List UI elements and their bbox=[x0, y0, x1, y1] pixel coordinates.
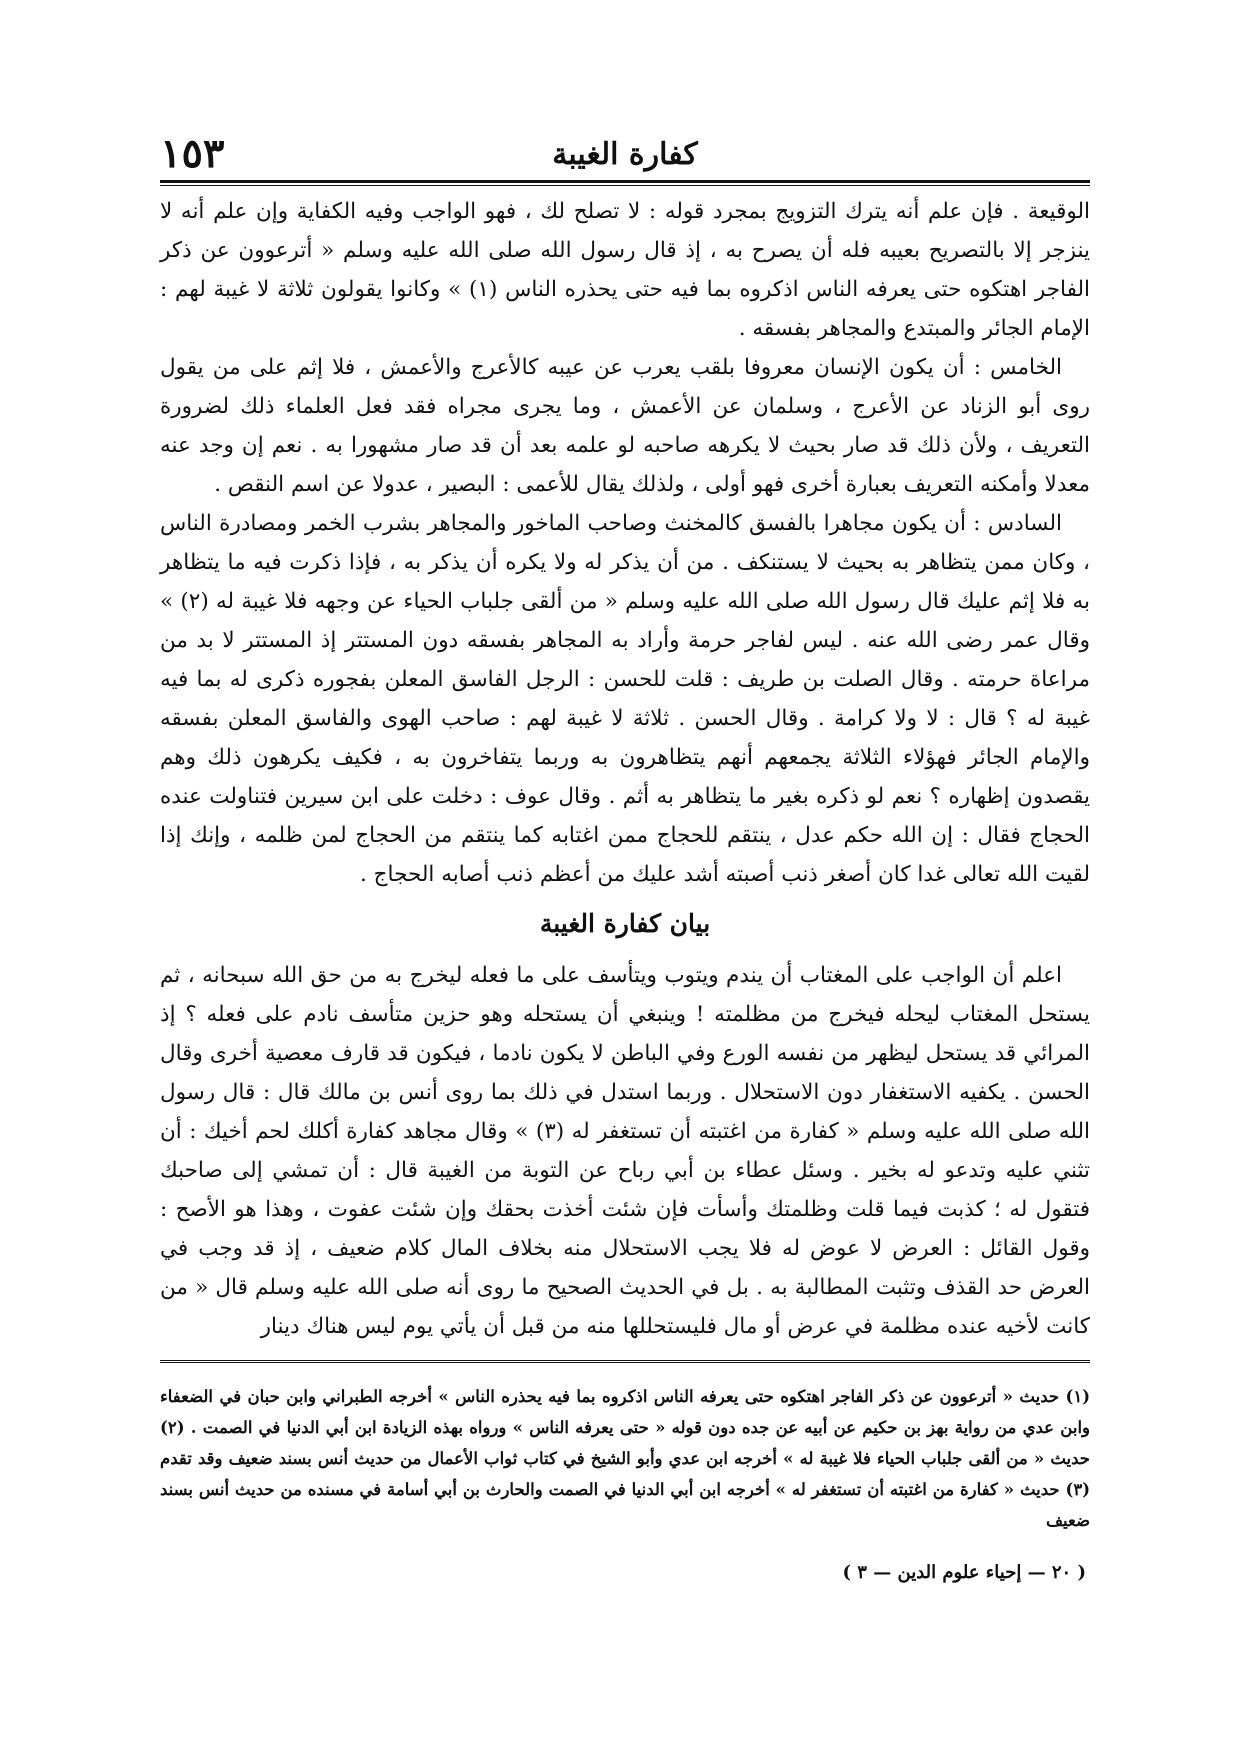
main-text bbox=[160, 192, 1090, 1346]
paragraph: السادس : أن يكون مجاهرا بالفسق كالمخنث وصاحب الماخور والمجاهر بشرب الخمر ومصادرة الناس ، وكان ممن يتظاهر به بحيث لا يستنكف . من أن يذكر له ولا يكره أن يذكر به ، فإذا ذكرت فيه ما يتظاهر به فلا إثم عليك قال رسول الله صلى الله عليه وسلم « من ألقى جلباب الحياء عن وجهه فلا غيبة له (٢) » وقال عمر رضى الله عنه . ليس لفاجر حرمة وأراد به المجاهر بفسقه دون المستتر إذ المستتر لا بد من مراعاة حرمته . وقال الصلت بن طريف : قلت للحسن : الرجل الفاسق المعلن بفجوره ذكرى له بما فيه غيبة له ؟ قال : لا ولا كرامة . وقال الحسن . ثلاثة لا غيبة لهم : صاحب الهوى والفاسق المعلن بفسقه والإمام الجائر فهؤلاء الثلاثة يجمعهم أنهم يتظاهرون به وربما يتفاخرون به ، فكيف يكرهون ذلك وهم يقصدون إظهاره ؟ نعم لو ذكره بغير ما يتظاهر به أثم . وقال عوف : دخلت على ابن سيرين فتناولت عنده الحجاج فقال : إن الله حكم عدل ، ينتقم للحجاج ممن اغتابه كما ينتقم من الحجاج لمن ظلمه ، وإنك إذا لقيت الله تعالى غدا كان أصغر ذنب أصبته أشد عليك من أعظم ذنب أصابه الحجاج . bbox=[160, 511, 1090, 887]
paragraph: الخامس : أن يكون الإنسان معروفا بلقب يعرب عن عيبه كالأعرج والأعمش ، فلا إثم على من يقول روى أبو الزناد عن الأعرج ، وسلمان عن الأعمش ، وما يجرى مجراه فقد فعل العلماء ذلك لضرورة التعريف ، ولأن ذلك قد صار بحيث لا يكرهه صاحبه لو علمه بعد أن قد صار مشهورا به . نعم إن وجد عنه معدلا وأمكنه التعريف بعبارة أخرى فهو أولى ، ولذلك يقال للأعمى : البصير ، عدولا عن اسم النقص . bbox=[160, 355, 1090, 497]
book-page bbox=[160, 130, 1090, 1690]
footnote-divider bbox=[160, 1360, 1090, 1363]
footnote-text: (١) حديث « أترعوون عن ذكر الفاجر اهتكوه حتى يعرفه الناس اذكروه بما فيه يحذره الناس » أخرجه الطبراني وابن حبان في الضعفاء وابن عدي من رواية بهز بن حكيم عن أبيه عن جده دون قوله « حتى يعرفه الناس » ورواه بهذه الزيادة ابن أبي الدنيا في الصمت . (٢) حديث « من ألقى جلباب الحياء فلا غيبة له » أخرجه ابن عدي وأبو الشيخ في كتاب ثواب الأعمال من حديث أنس بسند ضعيف وقد تقدم (٣) حديث « كفارة من اغتبته أن تستغفر له » أخرجه ابن أبي الدنيا في الصمت والحارث بن أبي أسامة في مسنده من حديث أنس بسند ضعيف bbox=[160, 1387, 1090, 1530]
signature-line: ( ٢٠ — إحياء علوم الدين — ٣ ) bbox=[842, 1562, 1086, 1583]
footnotes bbox=[160, 1381, 1090, 1536]
page-header bbox=[160, 130, 1090, 180]
page-number: ١٥٣ bbox=[160, 130, 225, 177]
header-rule bbox=[160, 180, 1090, 186]
running-title: كفارة الغيبة bbox=[552, 137, 698, 172]
section-heading: بيان كفارة الغيبة bbox=[539, 909, 711, 938]
paragraph: الوقيعة . فإن علم أنه يترك التزويج بمجرد قوله : لا تصلح لك ، فهو الواجب وفيه الكفاية وإن علم أنه لا ينزجر إلا بالتصريح بعيبه فله أن يصرح به ، إذ قال رسول الله صلى الله عليه وسلم « أترعوون عن ذكر الفاجر اهتكوه حتى يعرفه الناس اذكروه بما فيه حتى يحذره الناس (١) » وكانوا يقولون ثلاثة لا غيبة لهم : الإمام الجائر والمبتدع والمجاهر بفسقه . bbox=[160, 199, 1090, 341]
paragraph: اعلم أن الواجب على المغتاب أن يندم ويتوب ويتأسف على ما فعله ليخرج به من حق الله سبحانه ، ثم يستحل المغتاب ليحله فيخرج من مظلمته ! وينبغي أن يستحله وهو حزين متأسف نادم على فعله ؟ إذ المرائي قد يستحل ليظهر من نفسه الورع وفي الباطن لا يكون نادما ، فيكون قد قارف معصية أخرى وقال الحسن . يكفيه الاستغفار دون الاستحلال . وربما استدل في ذلك بما روى أنس بن مالك قال : قال رسول الله صلى الله عليه وسلم « كفارة من اغتبته أن تستغفر له (٣) » وقال مجاهد كفارة أكلك لحم أخيك : أن تثني عليه وتدعو له بخير . وسئل عطاء بن أبي رباح عن التوبة من الغيبة قال : أن تمشي إلى صاحبك فتقول له ؛ كذبت فيما قلت وظلمتك وأسأت فإن شئت أخذت بحقك وإن شئت عفوت ، وهذا هو الأصح : وقول القائل : العرض لا عوض له فلا يجب الاستحلال منه بخلاف المال كلام ضعيف ، إذ قد وجب في العرض حد القذف وتثبت المطالبة به . بل في الحديث الصحيح ما روى أنه صلى الله عليه وسلم قال « من كانت لأخيه عنده مظلمة في عرض أو مال فليستحللها منه من قبل أن يأتي يوم ليس هناك دينار bbox=[160, 963, 1090, 1339]
